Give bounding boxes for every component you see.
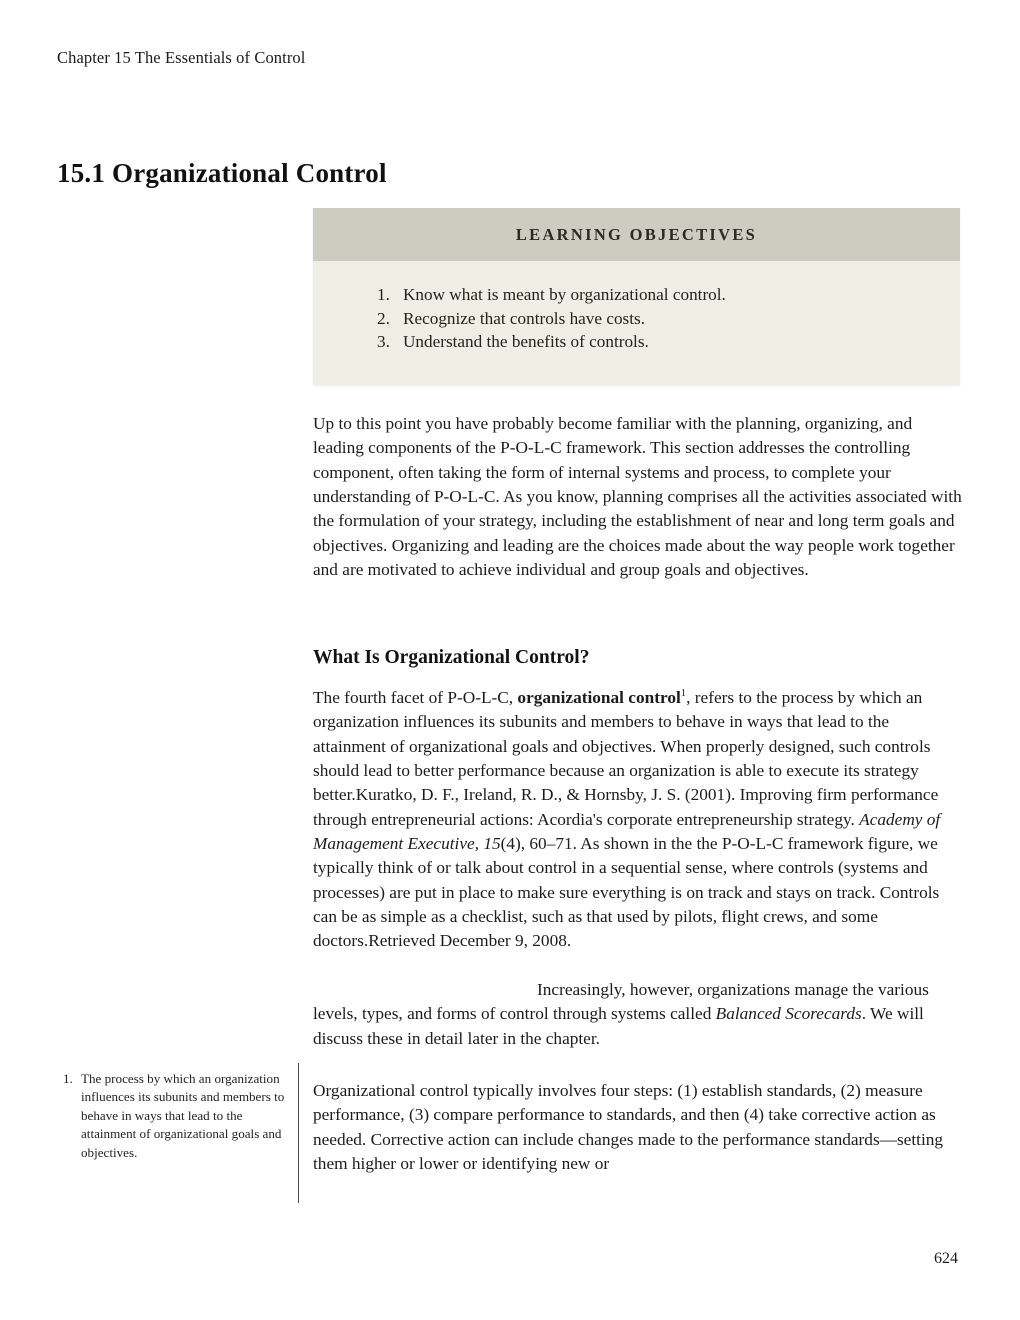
steps-paragraph-block [313, 1079, 963, 1176]
balanced-scorecards-term: Balanced Scorecards [715, 1004, 862, 1024]
steps-paragraph: Organizational control typically involves four steps: (1) establish standards, (2) measure performance, (3) compare performance to standards, and then (4) take corrective action as needed. Corrective action can include changes made to the performance standards—setting them higher or lower or identifying new or [313, 1081, 944, 1174]
learning-objectives-list [313, 261, 960, 354]
balanced-scorecards-block [313, 978, 963, 1051]
definition-body: , refers to the process by which an organization influences its subunits and members to behave in ways that lead to the attainment of organizational goals and objectives. When properly designed, such controls should lead to better performance because an organization is able to execute its strategy better.Kuratko, D. F., Ireland, R. D., & Hornsby, J. S. (2001). Improving firm performance through entrepreneurial actions: Acordia's corporate entrepreneurship strategy. [313, 688, 939, 829]
balanced-lead-in: Increasingly, however, organizations manage the various levels, types, and forms of control through systems called [313, 980, 929, 1024]
list-item-number: 1. [377, 285, 390, 304]
list-item-number: 2. [377, 308, 390, 328]
intro-paragraph-block [313, 412, 963, 582]
definition-paragraph [313, 686, 963, 954]
balanced-scorecards-paragraph [313, 978, 963, 1051]
definition-term: organizational control [517, 688, 681, 707]
learning-objectives-title: LEARNING OBJECTIVES [515, 224, 758, 244]
list-item-number: 3. [377, 332, 390, 351]
list-item-label: Know what is meant by organizational control. [403, 285, 726, 304]
sub-heading: What Is Organizational Control? [313, 647, 590, 669]
running-head: Chapter 15 The Essentials of Control [57, 48, 306, 67]
intro-paragraph: Up to this point you have probably become familiar with the planning, organizing, and leading components of the P-O-L-C framework. This section addresses the controlling component, often taking the form of internal systems and process, to complete your understanding of P-O-L-C. As you know, planning comprises all the activities associated with the formulation of your strategy, including the establishment of near and long term goals and objectives. Organizing and leading are the choices made about the way people work together and are motivated to achieve individual and group goals and objectives. [313, 414, 962, 580]
list-item-label: Understand the benefits of controls. [403, 332, 649, 351]
list-item [377, 330, 960, 354]
learning-objectives-header [313, 208, 960, 261]
journal-citation: Academy of Management Executive, 15 [313, 809, 941, 854]
page-title: 15.1 Organizational Control [57, 158, 387, 189]
learning-objectives-box [313, 208, 960, 385]
list-item-label: Recognize that controls have costs. [403, 308, 645, 328]
footnote-block [63, 1070, 285, 1162]
footnote-divider [298, 1063, 299, 1203]
footnote-marker: 1 [680, 687, 687, 700]
footnote-item [63, 1070, 285, 1162]
page-number: 624 [934, 1250, 958, 1267]
definition-paragraph-block [313, 686, 963, 954]
list-item [377, 307, 960, 331]
footnote-text: The process by which an organization influences its subunits and members to behave in ways that lead to the attainment of organizational goals and objectives. [81, 1071, 285, 1160]
definition-lead-in: The fourth facet of P-O-L-C, [313, 688, 518, 707]
balanced-tail: . We will discuss these in detail later in the chapter. [313, 1004, 924, 1048]
footnote-number: 1. [63, 1071, 73, 1086]
definition-tail: (4), 60–71. As shown in the the P-O-L-C framework figure, we typically think of or talk about control in a sequential sense, where controls (systems and processes) are put in place to make sure everything is on track and stays on track. Controls can be as simple as a checklist, such as that used by pilots, flight crews, and some doctors.Retrieved December 9, 2008. [313, 834, 940, 951]
list-item [377, 283, 960, 307]
